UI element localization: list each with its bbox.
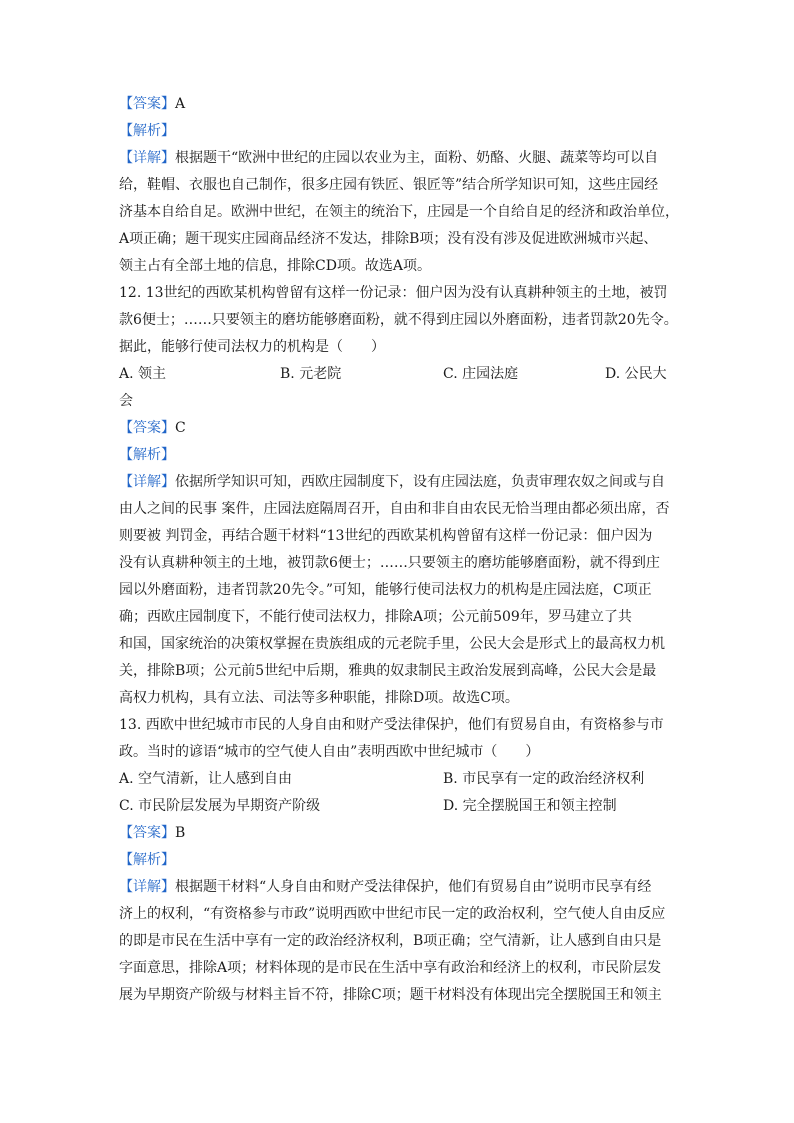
paragraph-line: 领主占有全部土地的信息，排除CD项。故选A项。 — [119, 258, 432, 274]
paragraph-line: 的即是市民在生活中享有一定的政治经济权利，B项正确；空气清新，让人感到自由只是 — [119, 933, 662, 949]
question-text: 据此，能够行使司法权力的机构是（ ） — [119, 339, 385, 355]
question-text: 政。当时的谚语“城市的空气使人自由”表明西欧中世纪城市（ ） — [119, 744, 540, 760]
paragraph-line: 展为早期资产阶级与材料主旨不符，排除C项；题干材料没有体现出完全摆脱国王和领主 — [119, 987, 662, 1003]
analysis-tag: 【解析】 — [119, 123, 175, 139]
option-c: C. 庄园法庭 — [443, 366, 519, 382]
analysis-line — [119, 446, 679, 464]
paragraph-line: 济基本自给自足。欧洲中世纪，在领主的统治下，庄园是一个自给自足的经济和政治单位， — [119, 204, 679, 220]
paragraph-text: 依据所学知识可知，西欧庄园制度下，设有庄园法庭，负责审理农奴之间或与自 — [175, 474, 665, 490]
detail-line — [119, 473, 679, 491]
paragraph-line: 确；西欧庄园制度下，不能行使司法权力，排除A项；公元前509年，罗马建立了共 — [119, 609, 632, 625]
answer-tag: 【答案】 — [119, 96, 175, 112]
answer-tag: 【答案】 — [119, 825, 175, 841]
answer-value: C — [175, 420, 186, 436]
answer-value: B — [175, 825, 186, 841]
analysis-tag: 【解析】 — [119, 852, 175, 868]
answer-line — [119, 419, 679, 437]
analysis-tag: 【解析】 — [119, 447, 175, 463]
detail-tag: 【详解】 — [119, 879, 175, 895]
paragraph-line: 济上的权利，“有资格参与市政”说明西欧中世纪市民一定的政治权利，空气使人自由反应 — [119, 906, 666, 922]
answer-line — [119, 95, 679, 113]
answer-tag: 【答案】 — [119, 420, 175, 436]
paragraph-line: 由人之间的民事 案件，庄园法庭隔周召开，自由和非自由农民无恰当理由都必须出席，否 — [119, 501, 670, 517]
option-d-wrap: 会 — [119, 393, 133, 409]
option-d: D. 公民大 — [605, 366, 667, 382]
answer-line — [119, 824, 679, 842]
paragraph-text: 根据题干材料“人身自由和财产受法律保护，他们有贸易自由”说明市民享有经 — [175, 879, 652, 895]
detail-tag: 【详解】 — [119, 150, 175, 166]
paragraph-line: 高权力机构，具有立法、司法等多种职能，排除D项。故选C项。 — [119, 690, 519, 706]
option-d: D. 完全摆脱国王和领主控制 — [443, 798, 617, 814]
question-text: 13. 西欧中世纪城市市民的人身自由和财产受法律保护，他们有贸易自由，有资格参与市 — [119, 717, 664, 733]
paragraph-line: 则要被 判罚金，再结合题干材料“13世纪的西欧某机构曾留有这样一份记录：佃户因为 — [119, 528, 653, 544]
answer-value: A — [175, 96, 186, 112]
option-b: B. 市民享有一定的政治经济权利 — [443, 771, 645, 787]
detail-tag: 【详解】 — [119, 474, 175, 490]
option-a: A. 空气清新，让人感到自由 — [119, 771, 293, 787]
paragraph-line: 和国，国家统治的决策权掌握在贵族组成的元老院手里，公民大会是形式上的最高权力机 — [119, 636, 665, 652]
paragraph-line: 字面意思，排除A项；材料体现的是市民在生活中享有政治和经济上的权利，市民阶层发 — [119, 960, 662, 976]
paragraph-line: 园以外磨面粉，违者罚款20先令。”可知，能够行使司法权力的机构是庄园法庭，C项正 — [119, 582, 652, 598]
paragraph-line: 给，鞋帽、衣服也自己制作，很多庄园有铁匠、银匠等”结合所学知识可知，这些庄园经 — [119, 177, 659, 193]
question-text: 款6便士；……只要领主的磨坊能够磨面粉，就不得到庄园以外磨面粉，违者罚款20先令。 — [119, 312, 678, 328]
analysis-line — [119, 122, 679, 140]
detail-line — [119, 878, 679, 896]
option-a: A. 领主 — [119, 366, 167, 382]
option-b: B. 元老院 — [280, 366, 342, 382]
paragraph-line: 没有认真耕种领主的土地，被罚款6便士；……只要领主的磨坊能够磨面粉，就不得到庄 — [119, 555, 660, 571]
detail-line — [119, 149, 679, 167]
paragraph-text: 根据题干“欧洲中世纪的庄园以农业为主，面粉、奶酪、火腿、蔬菜等均可以自 — [175, 150, 659, 166]
paragraph-line: A项正确；题干现实庄园商品经济不发达，排除B项；没有没有涉及促进欧洲城市兴起、 — [119, 231, 658, 247]
question-text: 12. 13世纪的西欧某机构曾留有这样一份记录：佃户因为没有认真耕种领主的土地，被罚 — [119, 285, 668, 301]
option-c: C. 市民阶层发展为早期资产阶级 — [119, 798, 321, 814]
analysis-line — [119, 851, 679, 869]
paragraph-line: 关，排除B项；公元前5世纪中后期，雅典的奴隶制民主政治发展到高峰，公民大会是最 — [119, 663, 657, 679]
